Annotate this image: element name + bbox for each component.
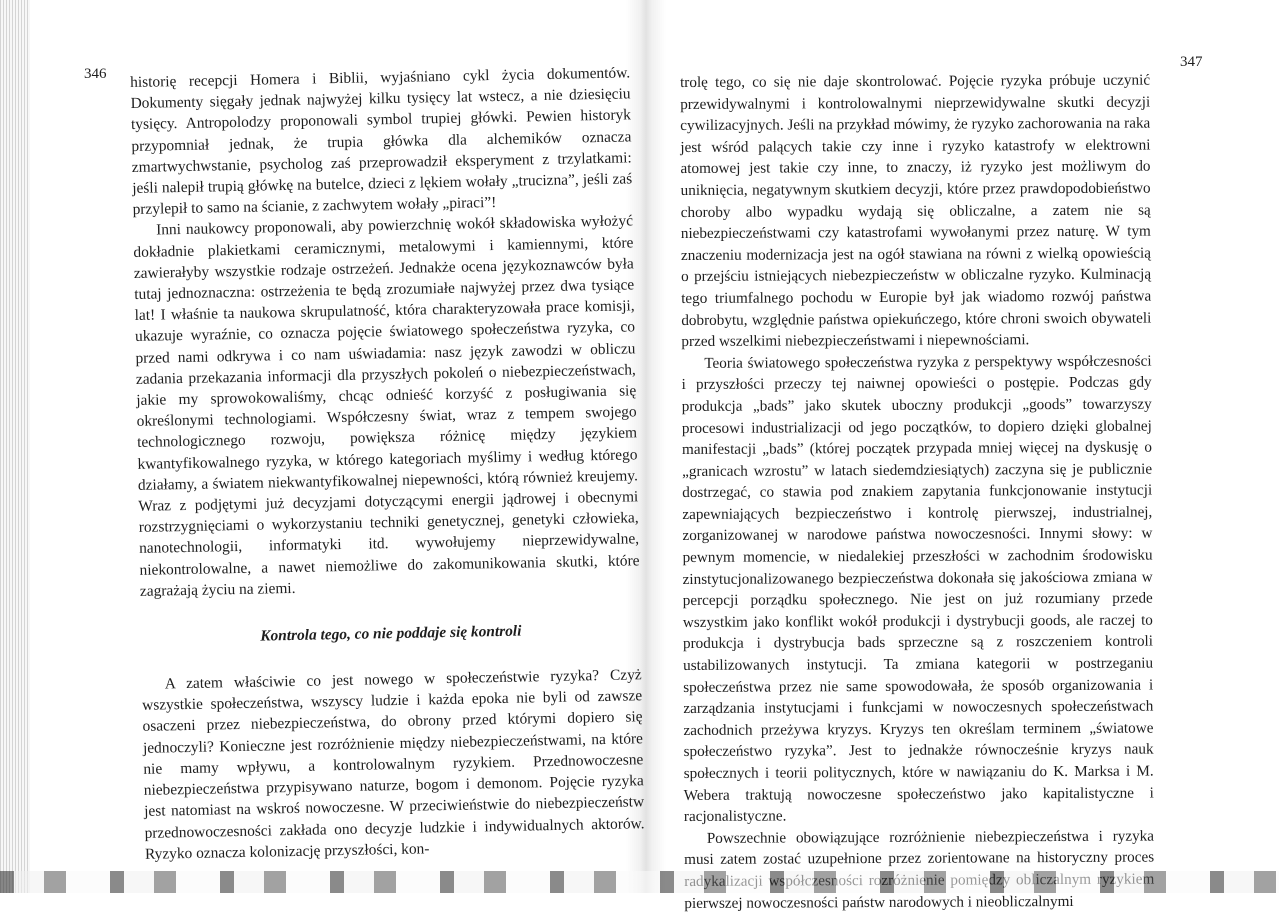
paragraph: Teoria światowego społeczeństwa ryzyka z perspektywy współczesności i przyszłości przeczy tej naiwnej opowieści o postępie. Podczas gdy produkcja „bads” jako skutek uboczny produkcji „goods” towarzyszy procesowi industrializacji od jego początków, to dopiero dzięki globalnej manifestacji „bads” (której początek przypada mniej więcej na dyskusję o „granicach wzrostu” w latach siedemdziesiątych) zaczyna się je publicznie dostrzegać, co stawia pod znakiem zapytania funkcjonowanie instytucji zapewniających bezpieczeństwo i kontrolę pierwszej, industrialnej, zorganizowanej w narodowe państwa nowoczesności. Innymi słowy: w pewnym momencie, w niedalekiej przeszłości w zachodnim środowisku zinstytucjonalizowanego bezpieczeństwa dokonała się jakościowa zmiana w percepcji porządku społecznego. Nie jest on już rozumiany przede wszystkim jako konflikt wokół produkcji i dystrybucji goods, ale raczej to produkcja i dystrybucja bads sprzeczne są z roszczeniem kontroli ustabilizowanych instytucji. Ta zmiana kategorii w postrzeganiu społeczeństwa przez nie same spowodowała, że sposób organizowania i zarządzania instytucjami i funkcjami w nowoczesnych społeczeństwach zachodnich przeżywa kryzys. Kryzys ten określam terminem „światowe społeczeństwo ryzyka”. Jest to jednakże równocześnie kryzys nauk społecznych i teorii politycznych, które w nawiązaniu do K. Marksa i M. Webera traktują nowoczesne społeczeństwo jako kapitalistyczne i racjonalistyczne. (681, 352, 1154, 826)
page-number-right: 347 (1180, 54, 1203, 70)
paragraph: trolę tego, co się nie daje skontrolować. Pojęcie ryzyka próbuje uczynić przewidywalnymi i kontrolowalnymi nieprzewidywalne skutki decyzji cywilizacyjnych. Jeśli na przykład mówimy, że ryzyko zachorowania na raka jest wśród palących takie czy inne i ryzyko katastrofy w elektrowni atomowej jest takie czy inne, to znaczy, iż ryzyko jest możliwym do uniknięcia, negatywnym skutkiem decyzji, które przez prawdopodobieństwo choroby albo wypadku wydają się obliczalne, a zatem nie są niebezpieczeństwami czy katastrofami wywołanymi przez naturę. W tym znaczeniu modernizacja jest na ogół stawiana na równi z wielką opowieścią o przejściu istniejących niebezpieczeństw w obliczalne ryzyko. Kulminacją tego triumfalnego pochodu w Europie był jak wiadomo rozwój państwa dobrobytu, względnie państwa opiekuńczego, które chroni swoich obywateli przed wszelkimi niebezpieczeństwami i niepewnościami. (680, 71, 1152, 351)
right-page (680, 70, 1154, 914)
left-page (130, 62, 645, 864)
paragraph: A zatem właściwie co jest nowego w społeczeństwie ryzyka? Czyż wszystkie społeczeństwa, wszyscy ludzie i każda epoka nie byli od zawsze osaczeni przez niebezpieczeństwa, do obrony przed którymi dopiero się jednoczyli? Konieczne jest rozróżnienie między niebezpieczeństwami, na które nie mamy wpływu, a kontrolowalnym ryzykiem. Przednowoczesne niebezpieczeństwa przypisywano naturze, bogom i demonom. Pojęcie ryzyka jest natomiast na wskroś nowoczesne. W przeciwieństwie do niebezpieczeństw przednowoczesności zakłada ono decyzje ludzkie i indywidualnych aktorów. Ryzyko oznacza kolonizację przyszłości, kon- (142, 666, 645, 863)
paragraph: Powszechnie obowiązujące rozróżnienie niebezpieczeństwa i ryzyka musi zatem zostać uzupełnione przez zorientowane na historyczny proces pierwszej nowoczesności państw narodowych i nieobliczalnymi (684, 827, 1155, 912)
page-edge-shadow (0, 0, 30, 893)
section-heading: Kontrola tego, co nie poddaje się kontroli (260, 622, 522, 645)
scan-bottom-shadow (0, 871, 1279, 893)
paragraph: historię recepcji Homera i Biblii, wyjaśniano cykl życia dokumentów. Dokumenty sięgały jednak najwyżej kilku tysięcy lat wstecz, a nie dziesięciu tysięcy. Antropolodzy proponowali symbol trupiej główki. Pewien historyk przypomniał jednak, że trupia główka dla alchemików oznacza zmartwychwstanie, psycholog zaś przeprowadził eksperyment z trzylatkami: jeśli nalepił trupią główkę na butelce, dzieci z lękiem wołały „trucizna”, jeśli zaś przylepił to samo na ścianie, z zachwytem wołały „piraci”! (130, 64, 633, 219)
paragraph: Inni naukowcy proponowali, aby powierzchnię wokół składowiska wyłożyć dokładnie plakietkami ceramicznymi, metalowymi i kamiennymi, które zawierałyby wszystkie rodzaje ostrzeżeń. Jednakże ocena językoznawców była tutaj jednoznaczna: ostrzeżenia te będą zrozumiałe najwyżej przez dwa tysiące lat! I właśnie ta naukowa skrupulatność, która charakteryzowała prace komisji, ukazuje wyraźnie, co oznacza pojęcie światowego społeczeństwa ryzyka, co przed nami odkrywa i co nam uświadamia: nasz język zawodzi w obliczu zadania przekazania informacji dla przyszłych pokoleń o niebezpieczeństwach, jakie my sprowokowaliśmy, chcąc odnieść korzyść z posługiwania się określonymi technologiami. Współczesny świat, wraz z tempem swojego technologicznego rozwoju, powiększa różnicę między językiem kwantyfikowalnego ryzyka, w którego kategoriach myślimy i według którego działamy, a światem niekwantyfikowalnej niepewności, którą również kreujemy. Wraz z podjętymi już decyzjami dotyczącymi energii jądrowej i obecnymi rozstrzygnięciami o wykorzystaniu techniki genetycznej, genetyki człowieka, nanotechnologii, informatyki itd. wywołujemy nieprzewidywalne, niekontrolowalne, a nawet niemożliwe do zakomunikowania skutki, które zagrażają życiu na ziemi. (133, 212, 640, 600)
page-number-left: 346 (84, 66, 107, 82)
